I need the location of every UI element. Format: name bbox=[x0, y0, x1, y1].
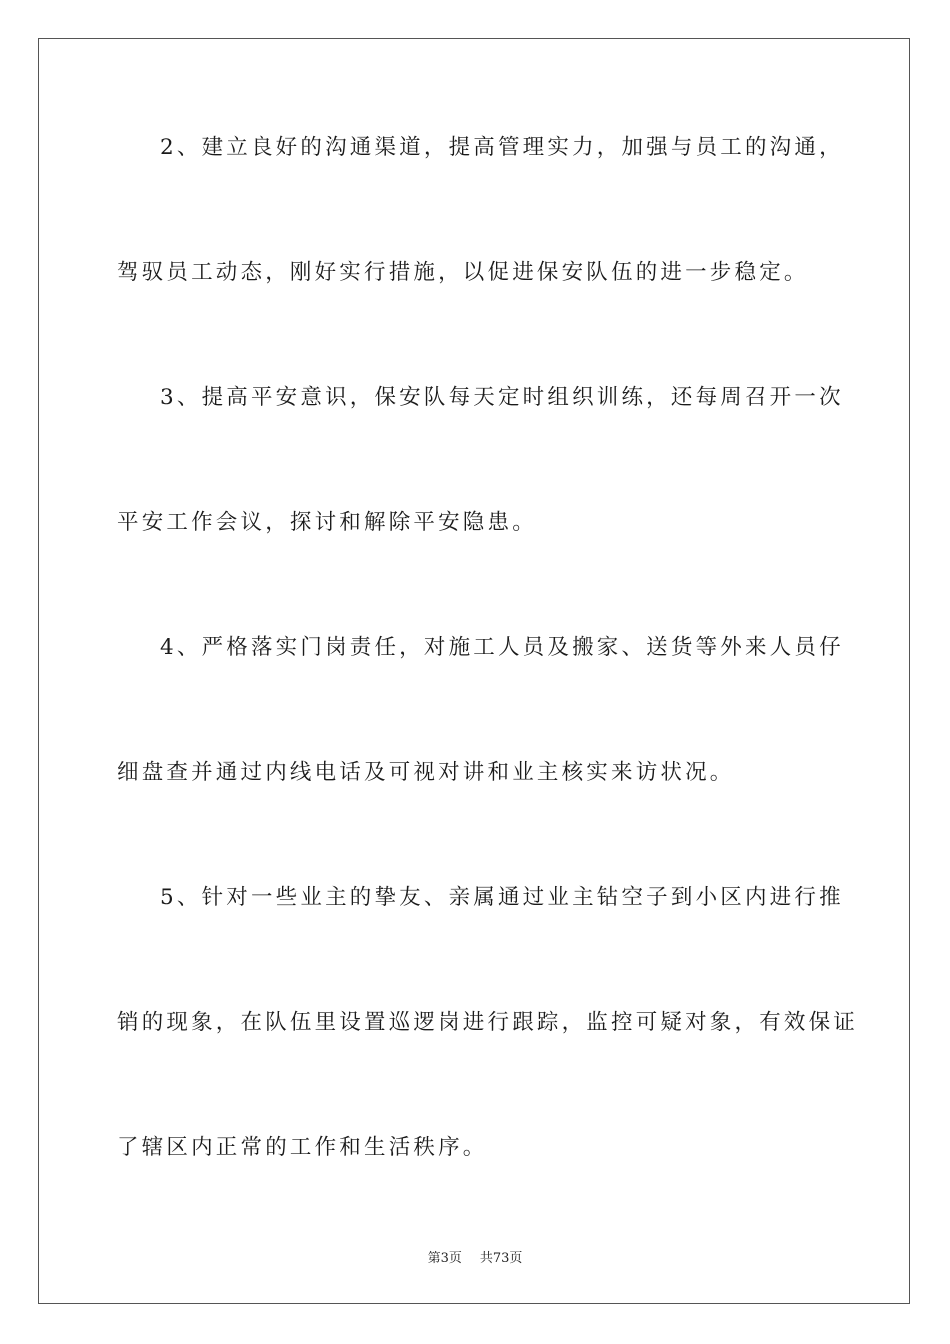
paragraph-3-line-2: 平安工作会议，探讨和解除平安隐患。 bbox=[117, 510, 537, 535]
page-border bbox=[38, 38, 910, 1304]
page-total: 共73页 bbox=[479, 1251, 523, 1266]
paragraph-5-line-3: 了辖区内正常的工作和生活秩序。 bbox=[117, 1135, 488, 1160]
paragraph-5-line-1: 5、针对一些业主的挚友、亲属通过业主钻空子到小区内进行推 bbox=[160, 885, 844, 910]
paragraph-5-line-2: 销的现象，在队伍里设置巡逻岗进行跟踪，监控可疑对象，有效保证 bbox=[117, 1010, 859, 1035]
page-number: 第3页 bbox=[427, 1251, 462, 1266]
paragraph-3-line-1: 3、提高平安意识，保安队每天定时组织训练，还每周召开一次 bbox=[160, 385, 844, 410]
paragraph-2-line-2: 驾驭员工动态，刚好实行措施，以促进保安队伍的进一步稳定。 bbox=[117, 260, 809, 285]
paragraph-2-line-1: 2、建立良好的沟通渠道，提高管理实力，加强与员工的沟通， bbox=[160, 135, 844, 160]
paragraph-4-line-2: 细盘查并通过内线电话及可视对讲和业主核实来访状况。 bbox=[117, 760, 735, 785]
page-footer bbox=[0, 1247, 950, 1266]
paragraph-4-line-1: 4、严格落实门岗责任，对施工人员及搬家、送货等外来人员仔 bbox=[160, 635, 844, 660]
